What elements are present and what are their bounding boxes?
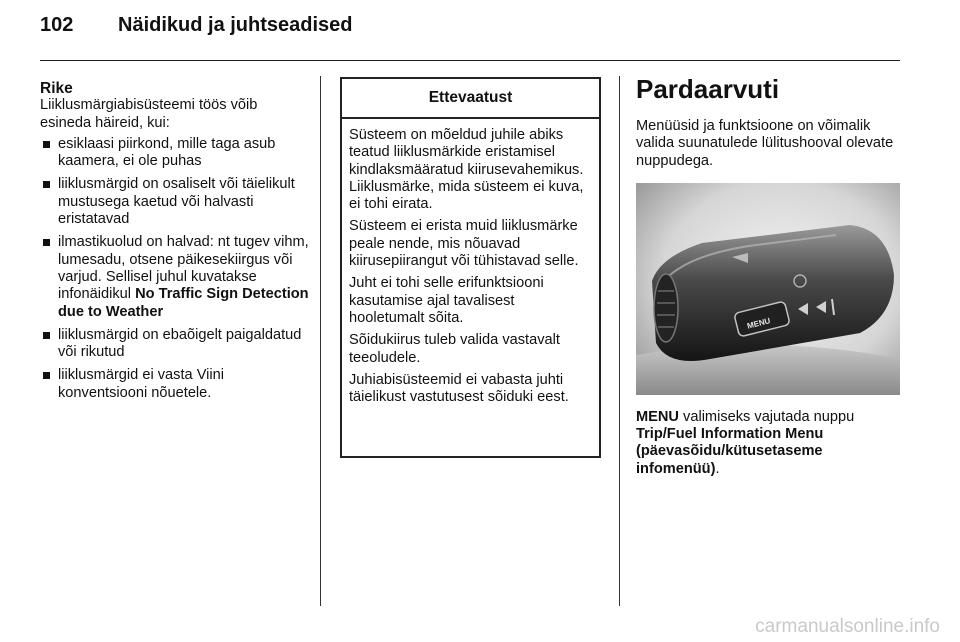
left-column: [40, 80, 310, 408]
list-item: liiklusmärgid on osaliselt või täielikult mustusega kaetud või halvasti eristatavad: [40, 176, 310, 228]
caution-body: [342, 119, 599, 406]
section-heading-pardaarvuti: Pardaarvuti: [636, 74, 780, 104]
caution-box: [340, 77, 601, 458]
caution-title: Ettevaatust: [342, 79, 599, 119]
page-number: 102: [40, 14, 74, 36]
bullet-square-icon: [43, 372, 50, 379]
display-message: No Traffic Sign Detection due to Weather: [58, 286, 309, 320]
section-heading-rike: Rike: [40, 80, 73, 97]
chapter-title: Näidikud ja juhtseadised: [118, 14, 353, 36]
list-item: esiklaasi piirkond, mille taga asub kaamera, ei ole puhas: [40, 136, 310, 171]
header-rule: [40, 60, 900, 61]
section-intro: Liiklusmärgiabisüsteemi töös võib esineda häireid, kui:: [40, 97, 258, 131]
caution-paragraph: Süsteem ei erista muid liiklusmärke peale nende, mis nõuavad kiirusepiirangut või tühistavad selle.: [349, 218, 579, 270]
menu-button-name: MENU: [636, 408, 679, 425]
caution-paragraph: Juhiabisüsteemid ei vabasta juhti täielikust vastutusest sõiduki eest.: [349, 371, 569, 406]
list-item: ilmastikuolud on halvad: nt tugev vihm, lumesadu, otsene päikesekiirgus või varjud. Sellisel juhul kuvatakse infonäidikul No Traffic Sign Detection due to Weather: [40, 234, 310, 320]
menu-name: Trip/Fuel Information Menu (päevasõidu/kütusetaseme infomenüü): [636, 426, 824, 477]
section-intro: Menüüsid ja funktsioone on võimalik valida suunatulede lülitushooval olevate nuppudega.: [636, 118, 894, 169]
bullet-square-icon: [43, 332, 50, 339]
page-header: [40, 14, 353, 48]
menu-instruction: MENU valimiseks vajutada nuppu Trip/Fuel Information Menu (päevasõidu/kütusetaseme infomenüü).: [636, 408, 855, 477]
caution-paragraph: Süsteem on mõeldud juhile abiks teatud liiklusmärkide eristamisel kindlaksmääratud kiirusevahemikus. Liiklusmärke, mida süsteem ei kuva, ei tohi eirata.: [349, 127, 584, 213]
bullet-square-icon: [43, 141, 50, 148]
turn-signal-lever-photo: [636, 183, 900, 395]
list-item: liiklusmärgid ei vasta Viini konventsiooni nõuetele.: [40, 367, 310, 402]
caution-paragraph: Sõidukiirus tuleb valida vastavalt teeoludele.: [349, 332, 560, 366]
bullet-square-icon: [43, 239, 50, 246]
menu-button-label: MENU: [746, 316, 772, 331]
column-divider-left: [320, 76, 321, 606]
watermark: carmanualsonline.info: [755, 616, 940, 637]
failure-conditions-list: [40, 136, 310, 402]
list-item: liiklusmärgid on ebaõigelt paigaldatud või rikutud: [40, 327, 310, 362]
caution-paragraph: Juht ei tohi selle erifunktsiooni kasutamise ajal tavalisest hooletumalt sõita.: [349, 275, 544, 326]
bullet-square-icon: [43, 181, 50, 188]
turn-signal-lever-image: [636, 183, 900, 395]
column-divider-right: [619, 76, 620, 606]
right-column: [636, 74, 904, 478]
